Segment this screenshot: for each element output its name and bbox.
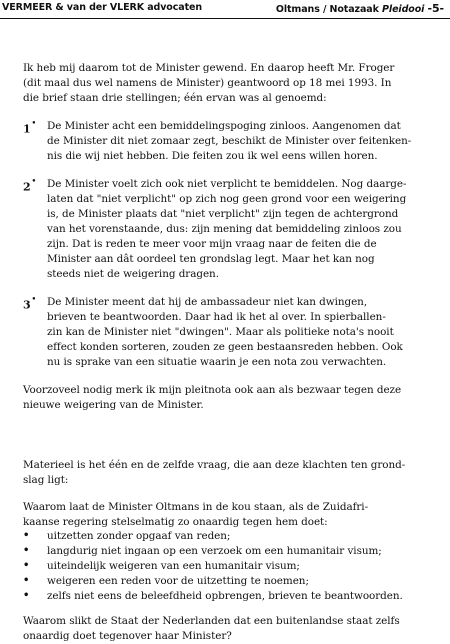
- list-item: uitzetten zonder opgaaf van reden;: [47, 530, 231, 542]
- case-name: Oltmans / Notazaak: [275, 4, 379, 15]
- point-line: zin kan de Minister niet "dwingen". Maar als politieke nota's nooit: [47, 326, 394, 338]
- point-number: 3•: [23, 294, 37, 312]
- point-line: De Minister acht een bemiddelingspoging zinloos. Aangenomen dat: [47, 120, 401, 132]
- list-item: weigeren een reden voor de uitzetting te noemen;: [47, 575, 309, 587]
- list-item: zelfs niet eens de beleefdheid opbrengen, brieven te beantwoorden.: [47, 590, 403, 602]
- point-line: effect konden sorteren, zouden ze geen bestaansreden hebben. Ook: [47, 341, 403, 353]
- paragraph-line: Waarom laat de Minister Oltmans in de kou staan, als de Zuidafri-: [23, 501, 369, 513]
- paragraph-line: kaanse regering stelselmatig zo onaardig tegen hem doet:: [23, 516, 328, 528]
- page-number: -5-: [427, 2, 444, 15]
- point-line: laten dat "niet verplicht" op zich nog geen grond voor een weigering: [47, 193, 407, 205]
- point-line: Minister aan dât oordeel ten grondslag legt. Maar het kan nog: [47, 253, 375, 265]
- paragraph-line: Voorzoveel nodig merk ik mijn pleitnota ook aan als bezwaar tegen deze: [23, 384, 402, 396]
- firm-name: VERMEER & van der VLERK advocaten: [2, 2, 203, 13]
- point-line: van het vorenstaande, dus: zijn mening dat bemiddeling zinloos zou: [47, 223, 402, 235]
- point-line: De Minister voelt zich ook niet verplicht te bemiddelen. Nog daarge-: [47, 178, 407, 190]
- list-item: uiteindelijk weigeren van een humanitair visum;: [47, 560, 300, 572]
- point-line: steeds niet de weigering dragen.: [47, 268, 219, 280]
- bullet-icon: •: [23, 530, 30, 541]
- point-line: nis die wij niet hebben. Die feiten zou ik wel eens willen horen.: [47, 150, 378, 162]
- point-number: 2•: [23, 176, 37, 194]
- point-line: is, de Minister plaats dat "niet verplicht" zijn tegen de achtergrond: [47, 208, 399, 220]
- point-line: nu is sprake van een situatie waarin je een nota zou verwachten.: [47, 356, 387, 368]
- bullet-icon: •: [23, 575, 30, 586]
- paragraph-line: Waarom slikt de Staat der Nederlanden dat een buitenlandse staat zelfs: [23, 615, 400, 627]
- paragraph-line: slag ligt:: [23, 474, 69, 486]
- paragraph-line: Materieel is het één en de zelfde vraag, die aan deze klachten ten grond-: [23, 459, 406, 471]
- paragraph-line: nieuwe weigering van de Minister.: [23, 399, 204, 411]
- paragraph-line: onaardig doet tegenover haar Minister?: [23, 630, 232, 642]
- point-line: brieven te beantwoorden. Daar had ik het al over. In spierballen-: [47, 311, 386, 323]
- list-item: langdurig niet ingaan op een verzoek om een humanitair visum;: [47, 545, 382, 557]
- intro-line: die brief staan drie stellingen; één ervan was al genoemd:: [23, 92, 327, 104]
- point-line: zijn. Dat is reden te meer voor mijn vraag naar de feiten die de: [47, 238, 377, 250]
- bullet-icon: •: [23, 590, 30, 601]
- bullet-icon: •: [23, 545, 30, 556]
- point-number: 1•: [23, 118, 37, 136]
- point-line: De Minister meent dat hij de ambassadeur niet kan dwingen,: [47, 296, 368, 308]
- bullet-icon: •: [23, 560, 30, 571]
- case-reference: [276, 2, 444, 15]
- page-header: [0, 0, 450, 19]
- point-line: de Minister dit niet zomaar zegt, beschikt de Minister over feitenken-: [47, 135, 412, 147]
- intro-line: (dit maal dus wel namens de Minister) geantwoord op 18 mei 1993. In: [23, 77, 392, 89]
- intro-line: Ik heb mij daarom tot de Minister gewend. En daarop heeft Mr. Froger: [23, 62, 395, 74]
- document-type: Pleidooi: [382, 4, 425, 15]
